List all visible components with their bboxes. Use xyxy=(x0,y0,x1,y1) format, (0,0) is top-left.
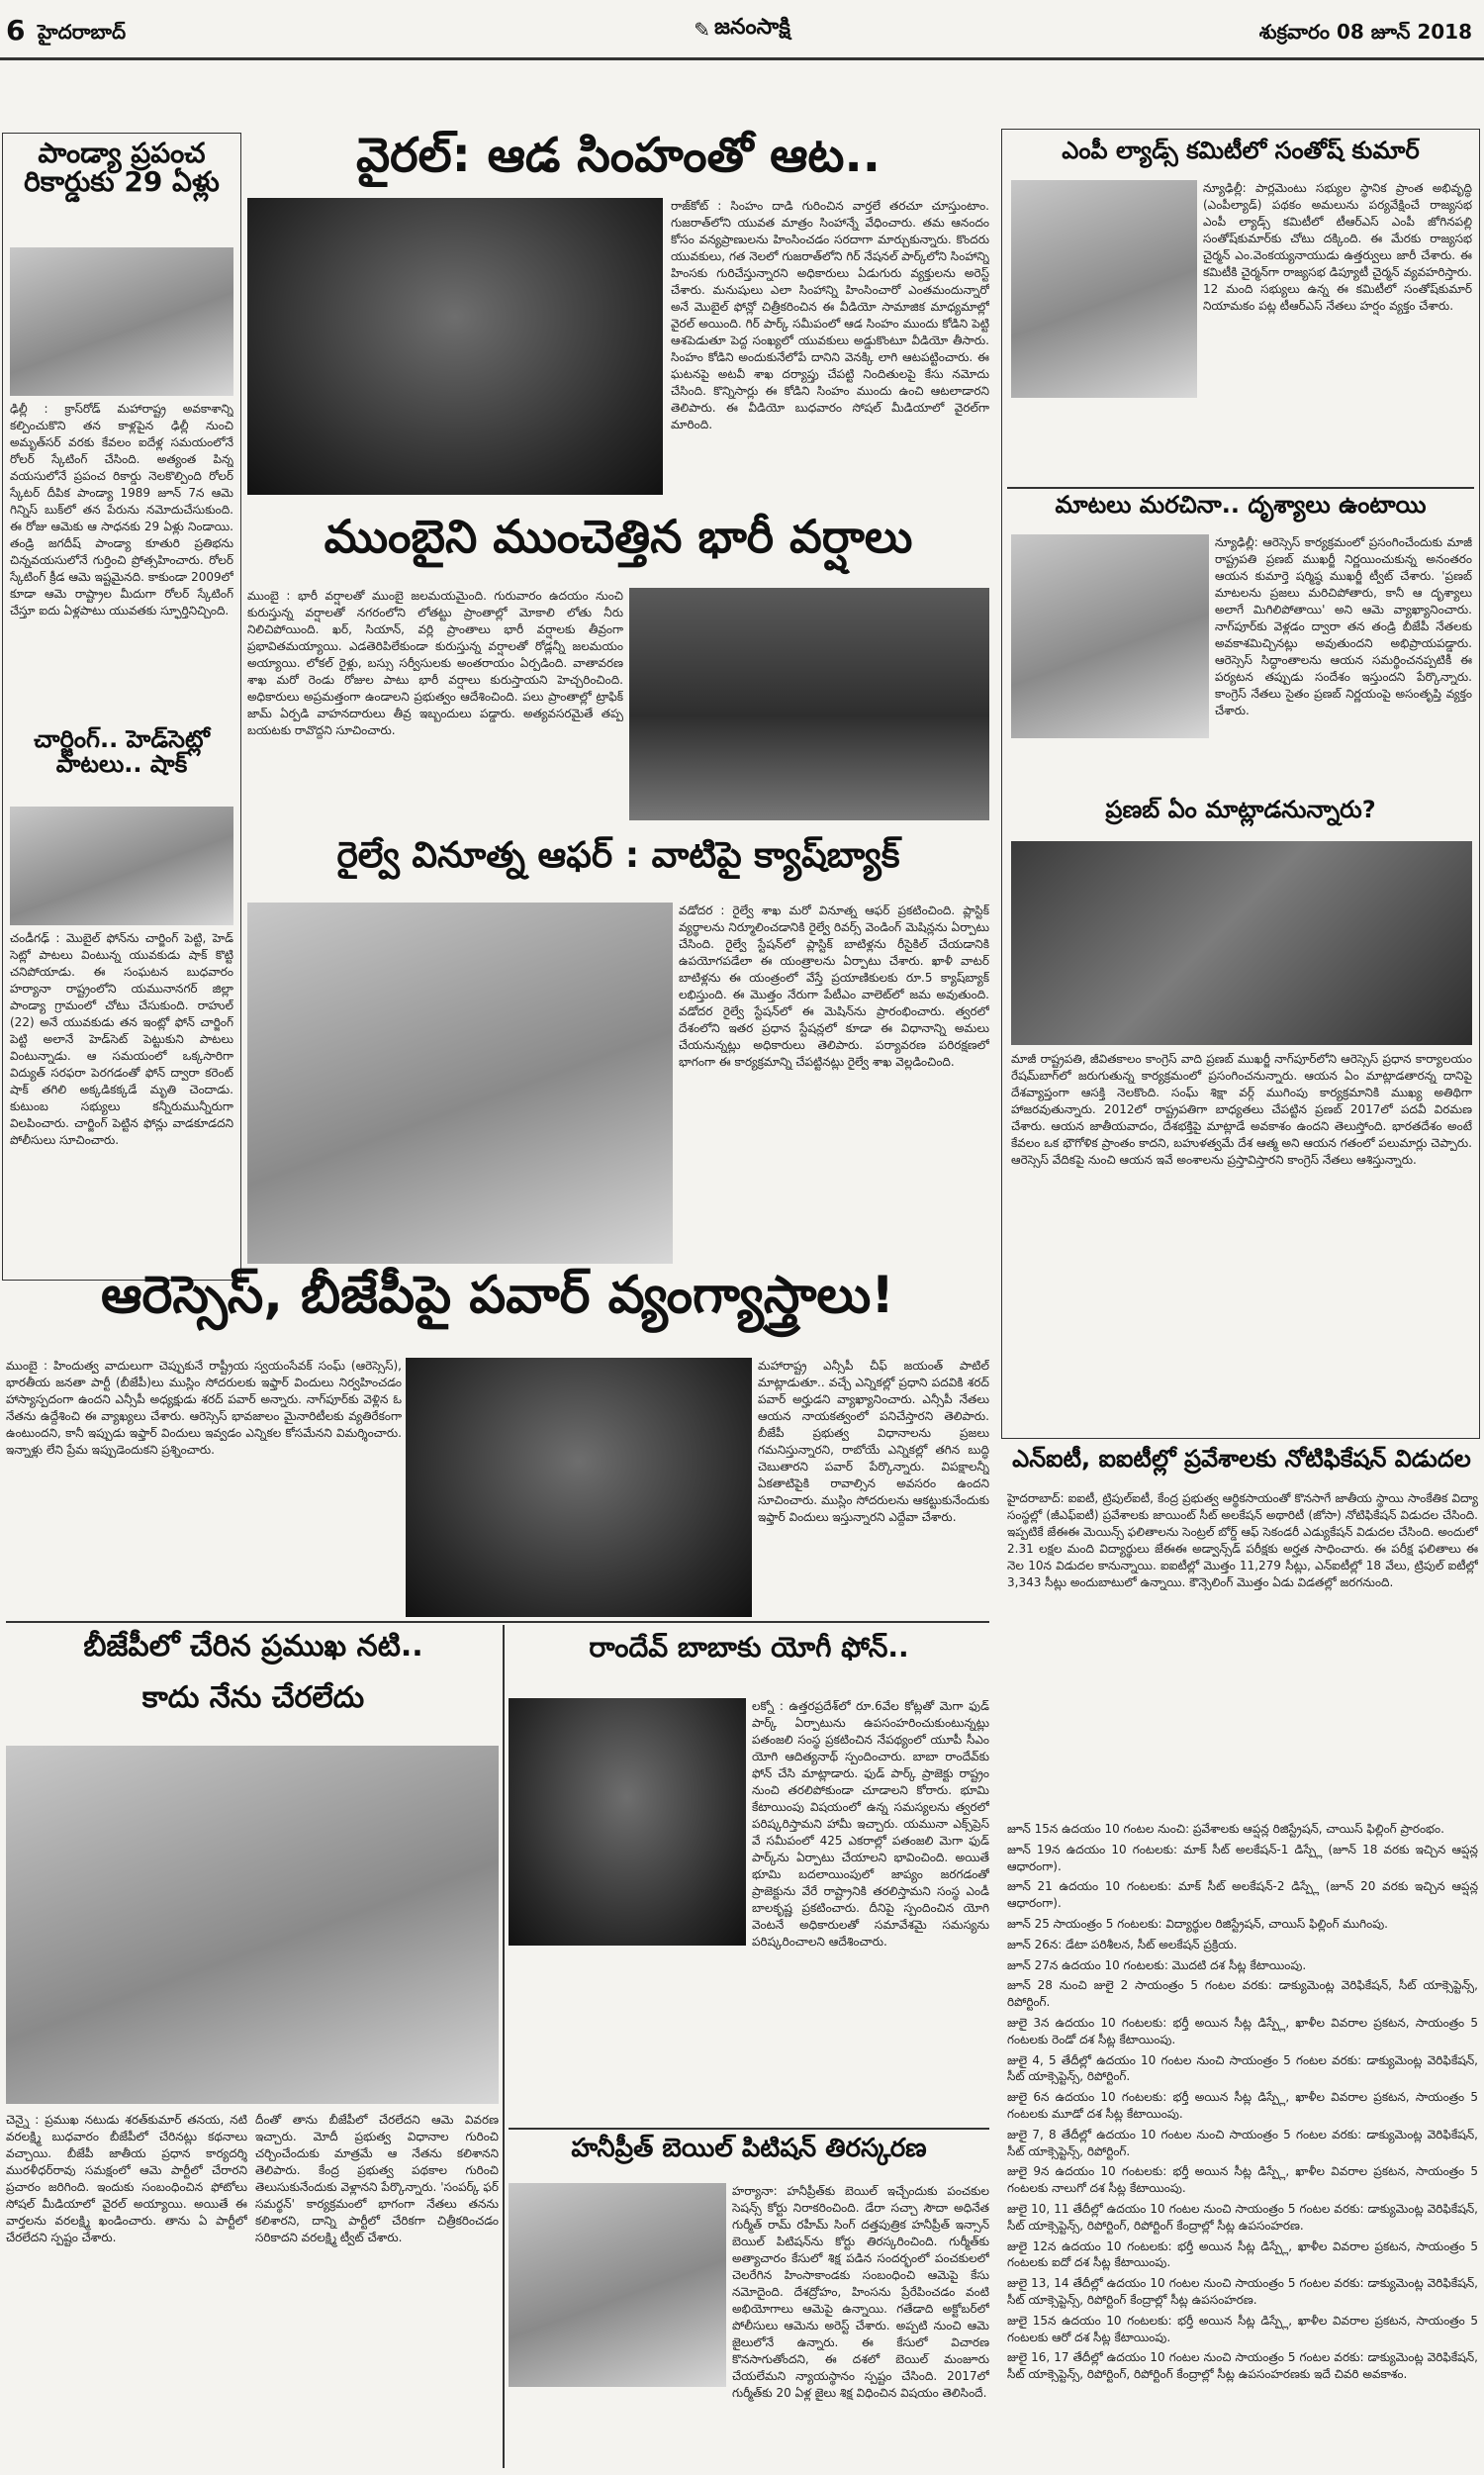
viral-headline: వైరల్: ఆడ సింహంతో ఆట.. xyxy=(356,128,881,183)
nit-headline: ఎన్ఐటీ, ఐఐటీల్లో ప్రవేశాలకు నోటిఫికేషన్ విడుదల xyxy=(1012,1445,1471,1473)
pandya-photo xyxy=(10,247,233,396)
railway-headline: రైల్వే వినూత్న ఆఫర్ : వాటిపై క్యాష్‌బ్యాక్ xyxy=(336,835,900,876)
schedule-item: జులై 4, 5 తేదీల్లో ఉదయం 10 గంటల నుంచి సాయంత్రం 5 గంటల వరకు: డాక్యుమెంట్ల వెరిఫికేషన్, సీట్ యాక్సెప్టెన్స్, రిపోర్టింగ్. xyxy=(1007,2052,1478,2084)
pandya-body: ఢిల్లీ : క్రాస్‌రోడ్ మహారాష్ట్ర అవకాశాన్ని కల్పించుకొని తన కాళ్లపైన ఢిల్లీ నుంచి అమృత్‌సర్ వరకు కేవలం ఐదేళ్ల సమయంలోనే రోలర్ స్కేటింగ్ చేసింది. అత్యంత పిన్న వయసులోనే ప్రపంచ రికార్డు నెలకొల్పింది రోలర్ స్కేటర్ దీపిక పాండ్యా 1989 జూన్ 7న ఆమె గిన్నిస్ బుక్‌లో తన పేరును నమోదుచేసుకుంది. ఈ రోజు ఆమెకు ఆ సాధనకు 29 ఏళ్లు నిండాయి. తండ్రి జగదీష్ పాండ్యా కూతురి ప్రతిభను చిన్నవయసులోనే గుర్తించి ప్రోత్సహించారు. రోలర్ స్కేటింగ్ క్రీడ ఆమె ఇష్టమైనది. కాకుండా 2009లో కూడా ఆమె రాష్ట్రాల మీదుగా రోలర్ స్కేటింగ్ చేస్తూ ఐదు ఏళ్లపాటు యువతకు స్ఫూర్తినిచ్చింది. xyxy=(10,402,233,619)
actress-body-left: చెన్నై : ప్రముఖ నటుడు శరత్‌కుమార్ తనయ, నటి వరలక్ష్మి బుధవారం బీజేపీలో చేరినట్లు కథనాలు వచ్చాయి. బీజేపీ జాతీయ ప్రధాన కార్యదర్శి మురళీధర్‌రావు సమక్షంలో ఆమె పార్టీలో చేరారని ప్రచారం జరిగింది. ఇందుకు సంబంధించిన ఫోటోలు సోషల్ మీడియాలో వైరల్ అయ్యాయి. అయితే ఈ వార్తలను వరలక్ష్మి ఖండించారు. తాను ఏ పార్టీలో చేరలేదని స్పష్టం చేశారు. xyxy=(6,2113,247,2245)
railway-body: వడోదర : రైల్వే శాఖ మరో వినూత్న ఆఫర్ ప్రకటించింది. ప్లాస్టిక్ వ్యర్థాలను నిర్మూలించడానికి రైల్వే రివర్స్ వెండింగ్ మెషిన్లను ఏర్పాటు చేసింది. రైల్వే స్టేషన్‌లో ప్లాస్టిక్ బాటిళ్లను రీసైకిల్ చేయడానికి ఉపయోగపడేలా ఈ యంత్రాలను ఏర్పాటు చేశారు. ఖాళీ వాటర్ బాటిళ్లను ఈ యంత్రంలో వేస్తే ప్రయాణికులకు రూ.5 క్యాష్‌బ్యాక్ లభిస్తుంది. ఈ మొత్తం నేరుగా పేటీఎం వాలెట్‌లో జమ అవుతుంది. వడోదర రైల్వే స్టేషన్‌లో ఈ మెషిన్‌ను ప్రారంభించారు. త్వరలో దేశంలోని ఇతర ప్రధాన స్టేషన్లలో కూడా ఈ విధానాన్ని అమలు చేయనున్నట్లు అధికారులు తెలిపారు. పర్యావరణ పరిరక్షణలో భాగంగా ఈ కార్యక్రమాన్ని చేపట్టినట్లు రైల్వే శాఖ వెల్లడించింది. xyxy=(679,904,989,1070)
schedule-item: జులై 6న ఉదయం 10 గంటలకు: భర్తీ అయిన సీట్ల డిస్ప్లే, ఖాళీల వివరాల ప్రకటన, సాయంత్రం 5 గంటలకు మూడో దశ సీట్ల కేటాయింపు. xyxy=(1007,2090,1478,2121)
honeypreet-photo xyxy=(509,2183,726,2387)
schedule-item: జూన్ 28 నుంచి జులై 2 సాయంత్రం 5 గంటల వరకు: డాక్యుమెంట్ల వెరిఫికేషన్, సీట్ యాక్సెప్టెన్స్, రిపోర్టింగ్. xyxy=(1007,1978,1478,2010)
bottom-column-divider xyxy=(503,1625,505,2468)
nit-schedule xyxy=(1007,1821,1478,2468)
pandya-headline: పాండ్యా ప్రపంచ రికార్డుకు 29 ఏళ్లు xyxy=(24,137,220,199)
honeypreet-headline: హనీప్రీత్ బెయిల్ పిటిషన్ తిరస్కరణ xyxy=(571,2134,927,2163)
santosh-body: న్యూఢిల్లీ: పార్లమెంటు సభ్యుల స్థానిక ప్రాంత అభివృద్ధి (ఎంపీల్యాడ్) పథకం అమలును పర్యవేక్షించే రాజ్యసభ ఎంపీ ల్యాడ్స్ కమిటీలో టీఆర్ఎస్ ఎంపీ జోగినపల్లి సంతోష్‌కుమార్‌కు చోటు దక్కింది. ఈ మేరకు రాజ్యసభ చైర్మన్ ఎం.వెంకయ్యనాయుడు ఉత్తర్వులు జారీ చేశారు. ఈ కమిటీకి చైర్మన్‌గా రాజ్యసభ డిప్యూటీ చైర్మన్ వ్యవహరిస్తారు. 12 మంది సభ్యులు ఉన్న ఈ కమిటీలో సంతోష్‌కుమార్ నియామకం పట్ల టీఆర్ఎస్ నేతలు హర్షం వ్యక్తం చేశారు. xyxy=(1203,181,1472,314)
schedule-item: జులై 15న ఉదయం 10 గంటలకు: భర్తీ అయిన సీట్ల డిస్ప్లే, ఖాళీల వివరాల ప్రకటన, సాయంత్రం 5 గంటలకు ఆరో దశ సీట్ల కేటాయింపు. xyxy=(1007,2313,1478,2344)
pawar-body-right: మహారాష్ట్ర ఎన్సీపీ చీఫ్ జయంత్ పాటిల్ మాట్లాడుతూ.. వచ్చే ఎన్నికల్లో ప్రధాని పదవికి శరద్ పవార్ అర్హుడని వ్యాఖ్యానించారు. ఎన్సీపీ నేతలు ఆయన నాయకత్వంలో పనిచేస్తారని తెలిపారు. బీజేపీ ప్రభుత్వ విధానాలను ప్రజలు గమనిస్తున్నారని, రాబోయే ఎన్నికల్లో తగిన బుద్ధి చెబుతారని పవార్ పేర్కొన్నారు. విపక్షాలన్నీ ఏకతాటిపైకి రావాల్సిన అవసరం ఉందని సూచించారు. ముస్లిం సోదరులను ఆకట్టుకునేందుకు ఇఫ్తార్ విందులు ఇస్తున్నారని ఎద్దేవా చేశారు. xyxy=(758,1359,989,1525)
lion-photo xyxy=(247,198,663,495)
charging-headline: చార్జింగ్.. హెడ్‌సెట్లో పాటలు.. షాక్ xyxy=(34,725,210,779)
actress-headline-1: బీజేపీలో చేరిన ప్రముఖ నటి.. xyxy=(83,1629,423,1664)
yogi-photo xyxy=(509,1698,746,1946)
nit-body: హైదరాబాద్: ఐఐటీ, ట్రిపుల్ఐటీ, కేంద్ర ప్రభుత్వ ఆర్థికసాయంతో కొనసాగే జాతీయ స్థాయి సాంకేతిక విద్యా సంస్థల్లో (జీఎఫ్ఐటీ) ప్రవేశాలకు జాయింట్ సీట్ అలకేషన్ అథారిటీ (జోసా) నోటిఫికేషన్ విడుదల చేసింది. ఇప్పటికే జేఈఈ మెయిన్స్ ఫలితాలను సెంట్రల్ బోర్డ్ ఆఫ్ సెకండరీ ఎడ్యుకేషన్ విడుదల చేసింది. అందులో 2.31 లక్షల మంది విద్యార్థులు జేఈఈ అడ్వాన్స్‌డ్ పరీక్షకు అర్హత సాధించారు. ఈ పరీక్ష ఫలితాలు ఈ నెల 10న విడుదల కానున్నాయి. ఐఐటీల్లో మొత్తం 11,279 సీట్లు, ఎన్ఐటీల్లో 18 వేలు, ట్రిపుల్ ఐటీల్లో 3,343 సీట్లు అందుబాటులో ఉన్నాయి. కౌన్సెలింగ్ మొత్తం ఏడు విడతల్లో జరగనుంది. xyxy=(1007,1491,1478,1590)
actress-photo xyxy=(6,1746,499,2104)
ramdev-headline: రాందేవ్ బాబాకు యోగీ ఫోన్.. xyxy=(589,1631,909,1664)
pranab-headline: మాటలు మరచినా.. దృశ్యాలు ఉంటాయి xyxy=(1055,491,1427,519)
charging-body: చండీగఢ్ : మొబైల్ ఫోన్‌ను చార్జింగ్ పెట్టి, హెడ్ సెట్లో పాటలు వింటున్న యువకుడు షాక్ కొట్టి చనిపోయాడు. ఈ సంఘటన బుధవారం హర్యానా రాష్ట్రంలోని యమునానగర్ జిల్లా పాండ్యా గ్రామంలో చోటు చేసుకుంది. రాహుల్ (22) అనే యువకుడు తన ఇంట్లో ఫోన్ చార్జింగ్ పెట్టి అలానే హెడ్‌సెట్ పెట్టుకుని పాటలు వింటున్నాడు. ఆ సమయంలో ఒక్కసారిగా విద్యుత్ సరఫరా పెరగడంతో ఫోన్ ద్వారా కరెంట్ షాక్ తగిలి అక్కడికక్కడే మృతి చెందాడు. కుటుంబ సభ్యులు కన్నీరుమున్నీరుగా విలపించారు. చార్జింగ్ పెట్టిన ఫోన్లు వాడకూడదని పోలీసులు సూచించారు. xyxy=(10,931,233,1148)
railway-photo xyxy=(247,903,673,1264)
mumbai-headline: ముంబైని ముంచెత్తిన భారీ వర్షాలు xyxy=(324,510,913,563)
schedule-item: జులై 7, 8 తేదీల్లో ఉదయం 10 గంటల నుంచి సాయంత్రం 5 గంటల వరకు: డాక్యుమెంట్ల వెరిఫికేషన్, సీట్ యాక్సెప్టెన్స్, రిపోర్టింగ్. xyxy=(1007,2127,1478,2158)
pranab-photo xyxy=(1011,841,1472,1045)
paper-name: జనంసాక్షి xyxy=(713,15,790,40)
city-name: హైదరాబాద్ xyxy=(38,20,127,44)
schedule-item: జూన్ 19న ఉదయం 10 గంటలకు: మాక్ సీట్ అలకేషన్-1 డిస్ప్లే (జూన్ 18 వరకు ఇచ్చిన ఆప్షన్ల ఆధారంగా). xyxy=(1007,1842,1478,1873)
pranab-rule xyxy=(1007,487,1474,489)
schedule-item: జూన్ 26న: డేటా పరిశీలన, సీట్ అలకేషన్ ప్రక్రియ. xyxy=(1007,1937,1238,1951)
pawar-divider xyxy=(6,1621,989,1623)
charging-photo xyxy=(10,807,233,925)
schedule-item: జులై 12న ఉదయం 10 గంటలకు: భర్తీ అయిన సీట్ల డిస్ప్లే, ఖాళీల వివరాల ప్రకటన, సాయంత్రం 5 గంటలకు ఐదో దశ సీట్ల కేటాయింపు. xyxy=(1007,2238,1478,2270)
schedule-item: జూన్ 15న ఉదయం 10 గంటల నుంచి: ప్రవేశాలకు ఆప్షన్ల రిజిస్ట్రేషన్, చాయిస్ ఫిల్లింగ్ ప్రారంభం. xyxy=(1007,1822,1444,1836)
pranab-body: న్యూఢిల్లీ: ఆరెస్సెస్ కార్యక్రమంలో ప్రసంగించేందుకు మాజీ రాష్ట్రపతి ప్రణబ్ ముఖర్జీ నిర్ణయించుకున్న అనంతరం ఆయన కుమార్తె షర్మిష్ఠ ముఖర్జీ ట్వీట్ చేశారు. 'ప్రణబ్ మాటలను ప్రజలు మరిచిపోతారు, కానీ ఆ దృశ్యాలు అలాగే మిగిలిపోతాయి' అని ఆమె వ్యాఖ్యానించారు. నాగ్‌పూర్‌కు వెళ్లడం ద్వారా తన తండ్రి బీజేపీ నేతలకు అవకాశమిచ్చినట్లు అవుతుందని అభిప్రాయపడ్డారు. ఆరెస్సెస్ సిద్ధాంతాలను ఆయన సమర్థించనప్పటికీ ఈ పర్యటన తప్పుడు సందేశం ఇస్తుందని పేర్కొన్నారు. కాంగ్రెస్ నేతలు సైతం ప్రణబ్ నిర్ణయంపై అసంతృప్తి వ్యక్తం చేశారు. xyxy=(1215,535,1472,718)
viral-body: రాజ్‌కోట్ : సింహం దాడి గురించిన వార్తలే తరచూ చూస్తుంటాం. గుజరాత్‌లోని యువత మాత్రం సింహాన్నే వేధించారు. తమ ఆనందం కోసం వన్యప్రాణులను హింసించడం సరదాగా మార్చుకున్నారు. కొందరు యువకులు, గత నెలలో గుజరాత్‌లోని గిర్ నేషనల్ పార్క్‌లోని సింహాన్ని హింసకు గురిచేస్తున్నారని అధికారులు ఏడుగురు వ్యక్తులను అరెస్ట్ చేశారు. మనుషులు ఎలా సింహాన్ని హింసించారో ఎంతమందున్నారో అనే మొబైల్ ఫోన్లో చిత్రీకరించిన ఈ వీడియో సామాజిక మాధ్యమాల్లో వైరల్ అయింది. గిర్ పార్క్ సమీపంలో ఆడ సింహం ముందు కోడిని పెట్టి ఆశపెడుతూ పెద్ద సంఖ్యలో యువకులు అడ్డుకొంటూ వీడియో తీసారు. సింహం కోడిని అందుకునేలోపే దానిని వెనక్కి లాగి ఆటపట్టించారు. ఈ ఘటనపై అటవీ శాఖ దర్యాప్తు చేపట్టి నిందితులపై కేసు నమోదు చేసింది. కొన్నిసార్లు ఈ కోడిని సింహం ముందు ఉంచి ఆటలాడారని తెలిపారు. ఈ వీడియో బుధవారం సోషల్ మీడియాలో వైరల్‌గా మారింది. xyxy=(671,199,989,432)
page-number: 6 xyxy=(6,14,26,47)
schedule-item: జులై 16, 17 తేదీల్లో ఉదయం 10 గంటల నుంచి సాయంత్రం 5 గంటల వరకు: డాక్యుమెంట్ల వెరిఫికేషన్, సీట్ యాక్సెప్టెన్స్, రిపోర్టింగ్, రిపోర్టింగ్ కేంద్రాల్లో సీట్ల ఉపసంహరణకు ఇదే చివరి అవకాశం. xyxy=(1007,2350,1478,2382)
masthead xyxy=(0,0,1484,61)
pawar-headline: ఆరెస్సెస్, బీజేపీపై పవార్ వ్యంగ్యాస్త్రాలు! xyxy=(101,1266,894,1325)
schedule-item: జులై 3న ఉదయం 10 గంటలకు: భర్తీ అయిన సీట్ల డిస్ప్లే, ఖాళీల వివరాల ప్రకటన, సాయంత్రం 5 గంటలకు రెండో దశ సీట్ల కేటాయింపు. xyxy=(1007,2015,1478,2047)
santosh-headline: ఎంపీ ల్యాడ్స్ కమిటీలో సంతోష్ కుమార్ xyxy=(1062,137,1420,164)
honeypreet-body: హర్యానా: హనీప్రీత్‌కు బెయిల్ ఇచ్చేందుకు పంచకుల సెషన్స్ కోర్టు నిరాకరించింది. డేరా సచ్చా సౌదా అధినేత గుర్మీత్ రామ్ రహీమ్ సింగ్ దత్తపుత్రిక హనీప్రీత్ ఇన్సాన్ బెయిల్ పిటిషన్‌ను కోర్టు తిరస్కరించింది. గుర్మీత్‌కు అత్యాచారం కేసులో శిక్ష పడిన సందర్భంలో పంచకులలో చెలరేగిన హింసాకాండకు సంబంధించి ఆమెపై కేసు నమోదైంది. దేశద్రోహం, హింసను ప్రేరేపించడం వంటి అభియోగాలు ఆమెపై ఉన్నాయి. గతేడాది అక్టోబర్‌లో పోలీసులు ఆమెను అరెస్ట్ చేశారు. అప్పటి నుంచి ఆమె జైలులోనే ఉన్నారు. ఈ కేసులో విచారణ కొనసాగుతోందని, ఈ దశలో బెయిల్ మంజూరు చేయలేమని న్యాయస్థానం స్పష్టం చేసింది. 2017లో గుర్మీత్‌కు 20 ఏళ్ల జైలు శిక్ష విధించిన విషయం తెలిసిందే. xyxy=(732,2184,989,2401)
schedule-item: జులై 10, 11 తేదీల్లో ఉదయం 10 గంటల నుంచి సాయంత్రం 5 గంటల వరకు: డాక్యుమెంట్ల వెరిఫికేషన్, సీట్ యాక్సెప్టెన్స్, రిపోర్టింగ్, రిపోర్టింగ్ కేంద్రాల్లో సీట్ల ఉపసంహరణ. xyxy=(1007,2201,1478,2233)
paper-logo xyxy=(613,12,871,48)
schedule-item: జూన్ 25 సాయంత్రం 5 గంటలకు: విద్యార్థుల రిజిస్ట్రేషన్, చాయిస్ ఫిల్లింగ్ ముగింపు. xyxy=(1007,1916,1388,1931)
actress-headline-2: కాదు నేను చేరలేదు xyxy=(141,1680,365,1715)
pawar-body-left: ముంబై : హిందుత్వ వాదులుగా చెప్పుకునే రాష్ట్రీయ స్వయంసేవక్ సంఘ్ (ఆరెస్సెస్), భారతీయ జనతా పార్టీ (బీజేపీ)లు ముస్లిం సోదరులకు ఇఫ్తార్ విందులు నిర్వహించడం హాస్యాస్పదంగా ఉందని ఎన్సీపీ అధ్యక్షుడు శరద్ పవార్ అన్నారు. నాగ్‌పూర్‌కు వెళ్లిన ఓ నేతను ఉద్దేశించి ఈ వ్యాఖ్యలు చేశారు. ఆరెస్సెస్ భావజాలం మైనారిటీలకు వ్యతిరేకంగా ఉంటుందని, కానీ ఇప్పుడు ఇఫ్తార్ విందులు ఇవ్వడం ఎన్నికల కోసమేనని విమర్శించారు. ఇన్నాళ్లు లేని ప్రేమ ఇప్పుడెందుకని ప్రశ్నించారు. xyxy=(6,1359,402,1458)
logo-icon: ✎ xyxy=(694,18,710,42)
pawar-photo xyxy=(406,1358,752,1617)
mumbai-photo xyxy=(629,588,989,820)
ramdev-body: లక్నో : ఉత్తరప్రదేశ్‌లో రూ.6వేల కోట్లతో మెగా ఫుడ్ పార్క్ ఏర్పాటును ఉపసంహరించుకుంటున్నట్లు పతంజలి సంస్థ ప్రకటించిన నేపథ్యంలో యూపీ సీఎం యోగి ఆదిత్యనాథ్ స్పందించారు. బాబా రాందేవ్‌కు ఫోన్ చేసి మాట్లాడారు. ఫుడ్ పార్క్ ప్రాజెక్టు రాష్ట్రం నుంచి తరలిపోకుండా చూడాలని కోరారు. భూమి కేటాయింపు విషయంలో ఉన్న సమస్యలను త్వరలో పరిష్కరిస్తామని హామీ ఇచ్చారు. యమునా ఎక్స్‌ప్రెస్ వే సమీపంలో 425 ఎకరాల్లో పతంజలి మెగా ఫుడ్ పార్క్‌ను ఏర్పాటు చేయాలని భావించింది. అయితే భూమి బదలాయింపులో జాప్యం జరగడంతో ప్రాజెక్టును వేరే రాష్ట్రానికి తరలిస్తామని సంస్థ ఎండీ బాలకృష్ణ ప్రకటించారు. దీనిపై స్పందించిన యోగి వెంటనే అధికారులతో సమావేశమై సమస్యను పరిష్కరించాలని ఆదేశించారు. xyxy=(752,1699,989,1950)
masthead-rule xyxy=(0,57,1484,60)
schedule-item: జులై 9న ఉదయం 10 గంటలకు: భర్తీ అయిన సీట్ల డిస్ప్లే, ఖాళీల వివరాల ప్రకటన, సాయంత్రం 5 గంటలకు నాలుగో దశ సీట్ల కేటాయింపు. xyxy=(1007,2164,1478,2196)
actress-body-right: దీంతో తాను బీజేపీలో చేరలేదని ఆమె వివరణ ఇచ్చారు. మోదీ ప్రభుత్వ విధానాల గురించి చర్చించేందుకు మాత్రమే ఆ నేతను కలిశానని తెలిపారు. కేంద్ర ప్రభుత్వ పథకాల గురించి తెలుసుకునేందుకు వెళ్లానని పేర్కొన్నారు. 'సంపర్క్ ఫర్ సమర్థన్' కార్యక్రమంలో భాగంగా నేతలు తనను కలిశారని, దాన్ని పార్టీలో చేరికగా చిత్రీకరించడం సరికాదని వరలక్ష్మి ట్వీట్ చేశారు. xyxy=(255,2113,499,2245)
pranab2-body: మాజీ రాష్ట్రపతి, జీవితకాలం కాంగ్రెస్ వాది ప్రణబ్ ముఖర్జీ నాగ్‌పూర్‌లోని ఆరెస్సెస్ ప్రధాన కార్యాలయం రేషమ్‌బాగ్‌లో జరుగుతున్న కార్యక్రమంలో ప్రసంగించనున్నారు. ఆయన ఏం మాట్లాడతారన్న దానిపై దేశవ్యాప్తంగా ఆసక్తి నెలకొంది. సంఘ్ శిక్షా వర్గ్ ముగింపు కార్యక్రమానికి ముఖ్య అతిథిగా హాజరవుతున్నారు. 2012లో రాష్ట్రపతిగా బాధ్యతలు చేపట్టిన ప్రణబ్ 2017లో పదవీ విరమణ చేశారు. ఆయన జాతీయవాదం, దేశభక్తిపై మాట్లాడే అవకాశం ఉందని తెలుస్తోంది. భారతదేశం అంటే కేవలం ఒక భౌగోళిక ప్రాంతం కాదని, బహుళత్వమే దేశ ఆత్మ అని ఆయన గతంలో పలుమార్లు చెప్పారు. ఆరెస్సెస్ వేదికపై నుంచి ఆయన ఇవే అంశాలను ప్రస్తావిస్తారని కాంగ్రెస్ నేతలు ఆశిస్తున్నారు. xyxy=(1011,1052,1472,1168)
santosh-photo xyxy=(1011,180,1197,398)
pranab2-headline: ప్రణబ్ ఏం మాట్లాడనున్నారు? xyxy=(1105,796,1376,823)
issue-date: శుక్రవారం 08 జూన్ 2018 xyxy=(1258,20,1472,44)
schedule-item: జులై 13, 14 తేదీల్లో ఉదయం 10 గంటల నుంచి సాయంత్రం 5 గంటల వరకు: డాక్యుమెంట్ల వెరిఫికేషన్, సీట్ యాక్సెప్టెన్స్, రిపోర్టింగ్ కేంద్రాల్లో సీట్ల ఉపసంహరణ. xyxy=(1007,2276,1478,2307)
honeypreet-rule xyxy=(509,2128,989,2130)
schedule-list xyxy=(1007,1821,1478,2383)
sharmistha-photo xyxy=(1011,534,1209,738)
mumbai-body: ముంబై : భారీ వర్షాలతో ముంబై జలమయమైంది. గురువారం ఉదయం నుంచి కురుస్తున్న వర్షాలతో నగరంలోని లోతట్టు ప్రాంతాల్లో మోకాలి లోతు నీరు నిలిచిపోయింది. ఖర్, సియాన్, వర్లి ప్రాంతాలు భారీ వర్షాలకు తీవ్రంగా ప్రభావితమయ్యాయి. ఎడతెరిపిలేకుండా కురుస్తున్న వర్షాలతో రోడ్లన్నీ జలమయం అయ్యాయి. లోకల్ రైళ్లు, బస్సు సర్వీసులకు అంతరాయం ఏర్పడింది. వాతావరణ శాఖ మరో రెండు రోజుల పాటు భారీ వర్షాలు కురుస్తాయని హెచ్చరించింది. అధికారులు అప్రమత్తంగా ఉండాలని ప్రభుత్వం ఆదేశించింది. పలు ప్రాంతాల్లో ట్రాఫిక్ జామ్ ఏర్పడి వాహనదారులు తీవ్ర ఇబ్బందులు పడ్డారు. అత్యవసరమైతే తప్ప బయటకు రావొద్దని సూచించారు. xyxy=(247,589,623,738)
schedule-item: జూన్ 27న ఉదయం 10 గంటలకు: మొదటి దశ సీట్ల కేటాయింపు. xyxy=(1007,1957,1307,1972)
schedule-item: జూన్ 21 ఉదయం 10 గంటలకు: మాక్ సీట్ అలకేషన్-2 డిస్ప్లే (జూన్ 20 వరకు ఇచ్చిన ఆప్షన్ల ఆధారంగా). xyxy=(1007,1879,1478,1911)
